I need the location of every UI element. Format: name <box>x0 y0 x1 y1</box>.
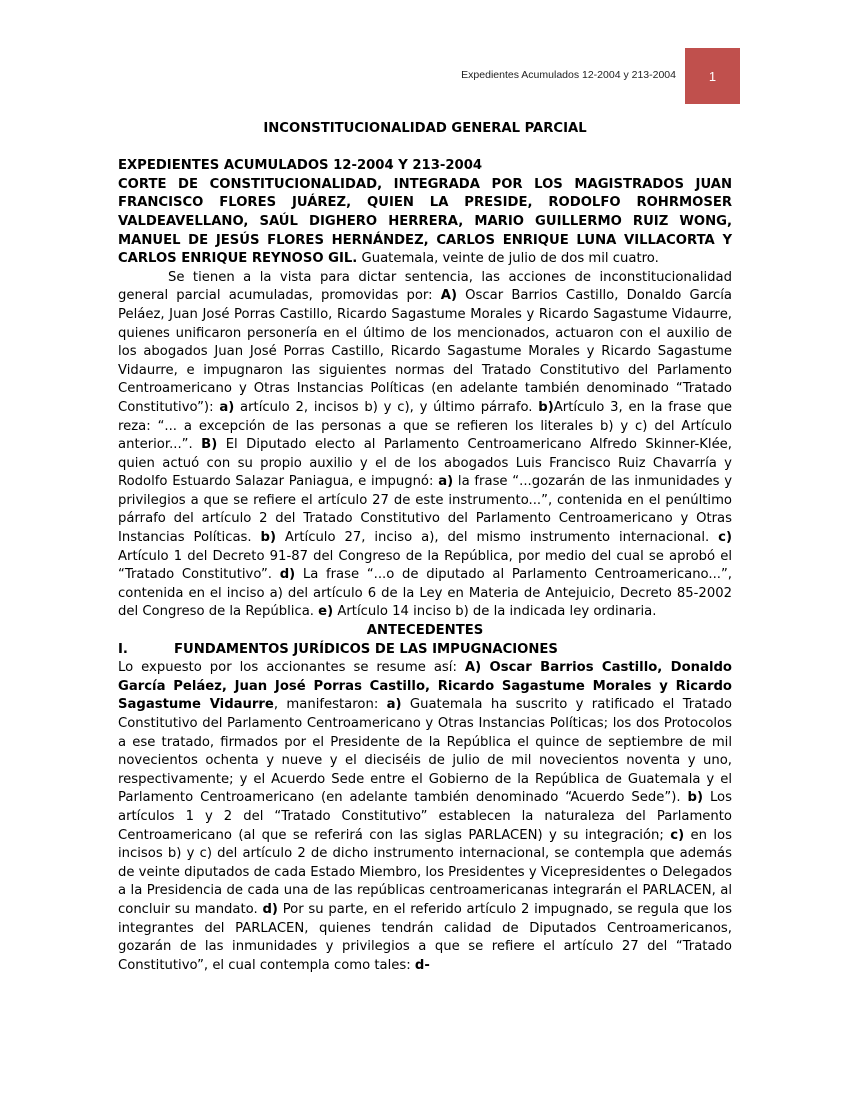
page-number: 1 <box>708 68 717 84</box>
running-title: Expedientes Acumulados 12-2004 y 213-2004 <box>461 69 676 81</box>
list-marker: a) <box>219 399 235 415</box>
opening-paragraph <box>118 269 732 622</box>
text-run: la frase “...gozarán de las inmunidades y privilegios a que se refiere el artículo 27 de este instrumento...”, contenida en el penúltimo párrafo del artículo 2 del Tratado Constitutivo del Parlamento Centroamericano y Otras Instancias Políticas. <box>118 474 733 546</box>
text-run: en los incisos b) y c) del artículo 2 de dicho instrumento internacional, se contempla que además de veinte diputados de cada Estado Miembro, los Presidentes y Vicepresidentes o Delegados a la Presidencia de cada una de las repúblicas centroamericanas integrarán el PARLACEN, al concluir su mandato. <box>118 827 733 917</box>
decision-date: Guatemala, veinte de julio de dos mil cuatro. <box>357 251 659 267</box>
list-marker: b) <box>687 790 703 806</box>
section-number: I. <box>118 641 128 657</box>
document-body <box>118 120 732 975</box>
text-run: , manifestaron: <box>273 697 387 713</box>
court-composition: CORTE DE CONSTITUCIONALIDAD, INTEGRADA POR LOS MAGISTRADOS JUAN FRANCISCO FLORES JUÁREZ, QUIEN LA PRESIDE, RODOLFO ROHRMOSER VALDEAVELLANO, SAÚL DIGHERO HERRERA, MARIO GUILLERMO RUIZ WONG, MANUEL DE JESÚS FLORES HERNÁNDEZ, CARLOS ENRIQUE LUNA VILLACORTA Y CARLOS ENRIQUE REYNOSO GIL. <box>118 176 732 267</box>
list-marker: b) <box>260 530 276 546</box>
claimants-names: A) Oscar Barrios Castillo, Donaldo García Peláez, Juan José Porras Castillo, Ricardo Sagastume Morales y Ricardo Sagastume Vidaurre <box>118 660 732 713</box>
document-title: INCONSTITUCIONALIDAD GENERAL PARCIAL <box>263 121 587 136</box>
text-run: Los artículos 1 y 2 del “Tratado Constitutivo” establecen la naturaleza del Parlamento Centroamericano (al que se referirá con las siglas PARLACEN) y su integración; <box>118 790 732 843</box>
section-heading <box>118 641 732 660</box>
list-marker: a) <box>386 697 402 713</box>
text-run: Se tienen a la vista para dictar sentencia, las acciones de inconstitucionalidad general parcial acumuladas, promovidas por: <box>118 269 732 304</box>
list-marker: d- <box>414 957 430 973</box>
list-marker: c) <box>670 827 685 843</box>
text-run: El Diputado electo al Parlamento Centroamericano Alfredo Skinner-Klée, quien actuó con su propio auxilio y el de los abogados Luis Francisco Ruiz Chavarría y Rodolfo Estuardo Salazar Paniagua, e impugnó: <box>118 437 732 490</box>
page-header <box>0 48 850 104</box>
text-run: Artículo 14 inciso b) de la indicada ley ordinaria. <box>333 604 657 620</box>
section-title: FUNDAMENTOS JURÍDICOS DE LAS IMPUGNACIONES <box>174 641 558 657</box>
antecedentes-heading: ANTECEDENTES <box>366 623 484 639</box>
text-run: Artículo 1 del Decreto 91-87 del Congreso de la República, por medio del cual se aprobó el “Tratado Constitutivo”. <box>118 548 732 583</box>
list-marker: a) <box>438 474 454 490</box>
list-marker: A) <box>440 288 457 304</box>
text-run: La frase “...o de diputado al Parlamento Centroamericano...”, contenida en el inciso a) del artículo 6 de la Ley en Materia de Antejuicio, Decreto 85-2002 del Congreso de la República. <box>118 567 732 620</box>
list-marker: c) <box>718 530 732 546</box>
list-marker: B) <box>201 437 218 453</box>
list-marker: e) <box>318 604 334 620</box>
list-marker: d) <box>279 567 296 583</box>
text-run: Artículo 3, en la frase que reza: “... a excepción de las personas a que se refieren los literales b) y c) del Artículo anterior...”. <box>118 399 732 453</box>
list-marker: b) <box>538 399 554 415</box>
list-marker: d) <box>262 901 278 917</box>
court-intro-paragraph <box>118 176 732 269</box>
body-paragraph <box>118 659 732 975</box>
case-heading: EXPEDIENTES ACUMULADOS 12-2004 Y 213-2004 <box>118 158 483 174</box>
text-run: artículo 2, incisos b) y c), y último párrafo. <box>234 399 539 415</box>
text-run: Guatemala ha suscrito y ratificado el Tratado Constitutivo del Parlamento Centroamericano y Otras Instancias Políticas; los dos Protocolos a ese tratado, firmados por el Presidente de la República el quince de septiembre de mil novecientos ochenta y nueve y el dieciséis de julio de mil novecientos noventa y uno, respectivamente; y el Acuerdo Sede entre el Gobierno de la República de Guatemala y el Parlamento Centroamericano (en adelante también denominado “Acuerdo Sede”). <box>118 697 732 806</box>
text-run: Lo expuesto por los accionantes se resume así: <box>118 660 465 676</box>
page-number-badge <box>685 48 740 104</box>
text-run: Artículo 27, inciso a), del mismo instrumento internacional. <box>276 530 719 546</box>
text-run: Por su parte, en el referido artículo 2 impugnado, se regula que los integrantes del PARLACEN, quienes tendrán calidad de Diputados Centroamericanos, gozarán de las inmunidades y privilegios a que se refiere el artículo 27 del “Tratado Constitutivo”, el cual contempla como tales: <box>118 901 732 973</box>
text-run: Oscar Barrios Castillo, Donaldo García Peláez, Juan José Porras Castillo, Ricardo Sagastume Morales y Ricardo Sagastume Vidaurre, quienes unificaron personería en el último de los mencionados, actuaron con el auxilio de los abogados Juan José Porras Castillo, Ricardo Sagastume Morales y Ricardo Sagastume Vidaurre, e impugnaron las siguientes normas del Tratado Constitutivo del Parlamento Centroamericano y Otras Instancias Políticas (en adelante también denominado “Tratado Constitutivo”): <box>118 288 732 415</box>
